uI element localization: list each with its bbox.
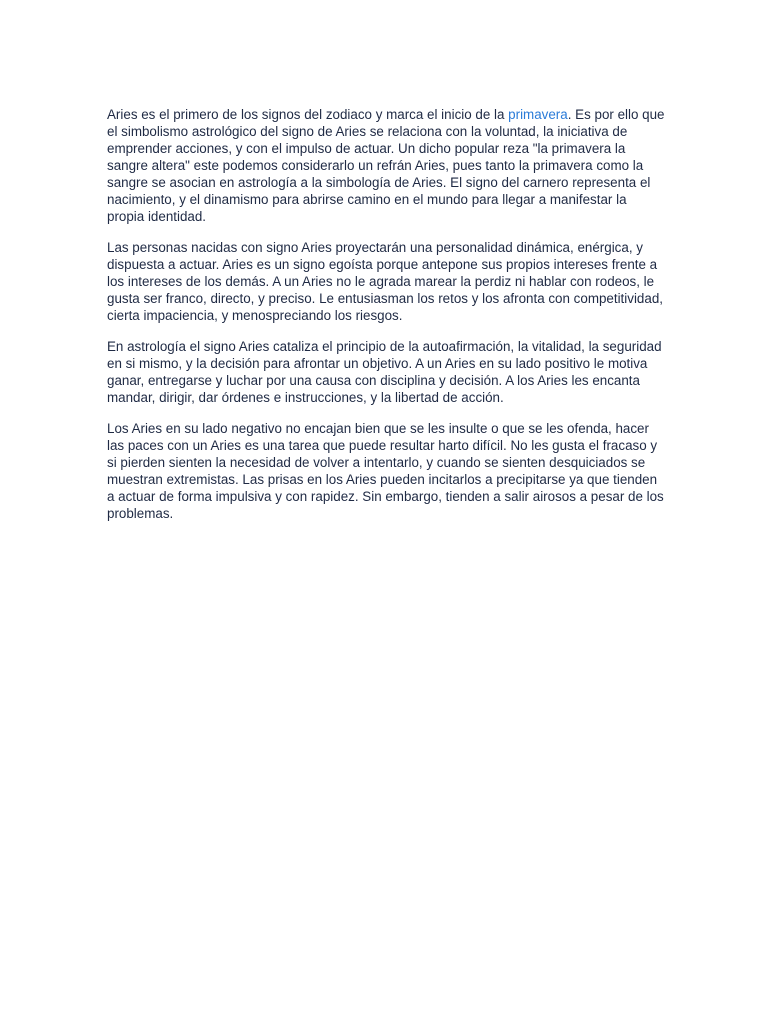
paragraph-1: [107, 106, 667, 225]
paragraph-3: En astrología el signo Aries cataliza el principio de la autoafirmación, la vitalidad, la seguridad en si mismo, y la decisión para afrontar un objetivo. A un Aries en su lado positivo le motiva ganar, entregarse y luchar por una causa con disciplina y decisión. A los Aries les encanta mandar, dirigir, dar órdenes e instrucciones, y la libertad de acción.: [107, 339, 662, 405]
document-body: [107, 106, 667, 536]
paragraph-1-text-start: Aries es el primero de los signos del zodiaco y marca el inicio de la: [107, 107, 509, 122]
paragraph-2: Las personas nacidas con signo Aries proyectarán una personalidad dinámica, enérgica, y dispuesta a actuar. Aries es un signo egoísta porque antepone sus propios intereses frente a los intereses de los demás. A un Aries no le agrada marear la perdiz ni hablar con rodeos, le gusta ser franco, directo, y preciso. Le entusiasman los retos y los afronta con competitividad, cierta impaciencia, y menospreciando los riesgos.: [107, 240, 663, 323]
paragraph-1-text-end: . Es por ello que el simbolismo astrológico del signo de Aries se relaciona con la voluntad, la iniciativa de emprender acciones, y con el impulso de actuar. Un dicho popular reza "la primavera la sangre altera" este podemos considerarlo un refrán Aries, pues tanto la primavera como la sangre se asocian en astrología a la simbología de Aries. El signo del carnero representa el nacimiento, y el dinamismo para abrirse camino en el mundo para llegar a manifestar la propia identidad.: [107, 107, 665, 224]
paragraph-4: Los Aries en su lado negativo no encajan bien que se les insulte o que se les ofenda, hacer las paces con un Aries es una tarea que puede resultar harto difícil. No les gusta el fracaso y si pierden sienten la necesidad de volver a intentarlo, y cuando se sienten desquiciados se muestran extremistas. Las prisas en los Aries pueden incitarlos a precipitarse ya que tienden a actuar de forma impulsiva y con rapidez. Sin embargo, tienden a salir airosos a pesar de los problemas.: [107, 421, 664, 521]
primavera-link[interactable]: primavera: [508, 107, 568, 122]
